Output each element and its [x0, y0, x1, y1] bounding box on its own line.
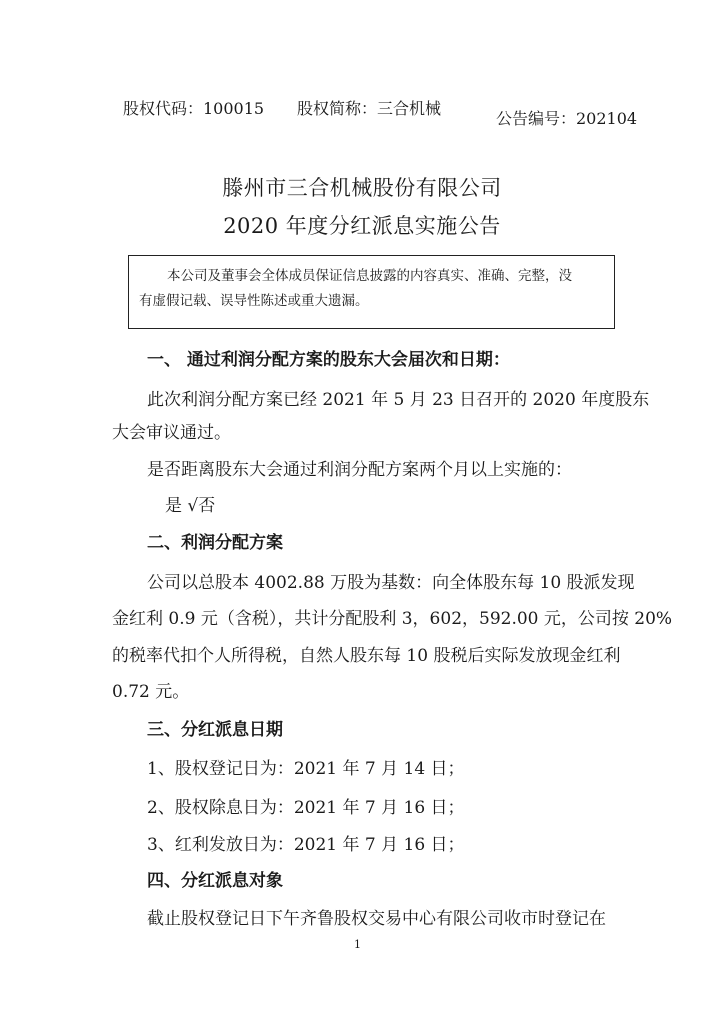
equity-code: 股权代码：100015 — [123, 99, 265, 118]
ex-dividend-date-item: 2、股权除息日为：2021 年 7 月 16 日； — [147, 798, 465, 818]
section-4-heading: 四、分红派息对象 — [147, 871, 283, 891]
section-3-heading: 三、分红派息日期 — [147, 720, 283, 740]
section-1-para-line-2: 大会审议通过。 — [112, 423, 231, 443]
section-1-para-line-1: 此次利润分配方案已经 2021 年 5 月 23 日召开的 2020 年度股东 — [147, 390, 650, 410]
section-1-question: 是否距离股东大会通过利润分配方案两个月以上实施的： — [147, 460, 572, 480]
notice-title: 2020 年度分红派息实施公告 — [223, 214, 501, 238]
equity-short-name: 股权简称：三合机械 — [297, 99, 442, 118]
record-date-item: 1、股权登记日为：2021 年 7 月 14 日； — [147, 759, 465, 779]
section-2-line-4: 0.72 元。 — [112, 682, 190, 702]
disclosure-line-1: 本公司及董事会全体成员保证信息披露的内容真实、准确、完整，没 — [167, 268, 572, 284]
section-2-line-3: 的税率代扣个人所得税，自然人股东每 10 股税后实际发放现金红利 — [112, 646, 621, 666]
payment-date-item: 3、红利发放日为：2021 年 7 月 16 日； — [147, 835, 465, 855]
section-4-line-1: 截止股权登记日下午齐鲁股权交易中心有限公司收市时登记在 — [147, 909, 606, 929]
disclosure-line-2: 有虚假记载、误导性陈述或重大遗漏。 — [139, 293, 369, 309]
section-2-line-2: 金红利 0.9 元（含税），共计分配股利 3，602，592.00 元，公司按 20% — [112, 609, 673, 629]
section-2-heading: 二、利润分配方案 — [147, 533, 283, 553]
disclosure-statement-box — [128, 255, 615, 329]
section-1-heading: 一、 通过利润分配方案的股东大会届次和日期： — [147, 350, 510, 370]
section-1-answer: 是 √否 — [165, 496, 216, 516]
notice-number: 公告编号：202104 — [496, 109, 638, 128]
section-2-line-1: 公司以总股本 4002.88 万股为基数：向全体股东每 10 股派发现 — [147, 573, 635, 593]
page-number: 1 — [354, 938, 361, 951]
company-title: 滕州市三合机械股份有限公司 — [222, 176, 502, 200]
